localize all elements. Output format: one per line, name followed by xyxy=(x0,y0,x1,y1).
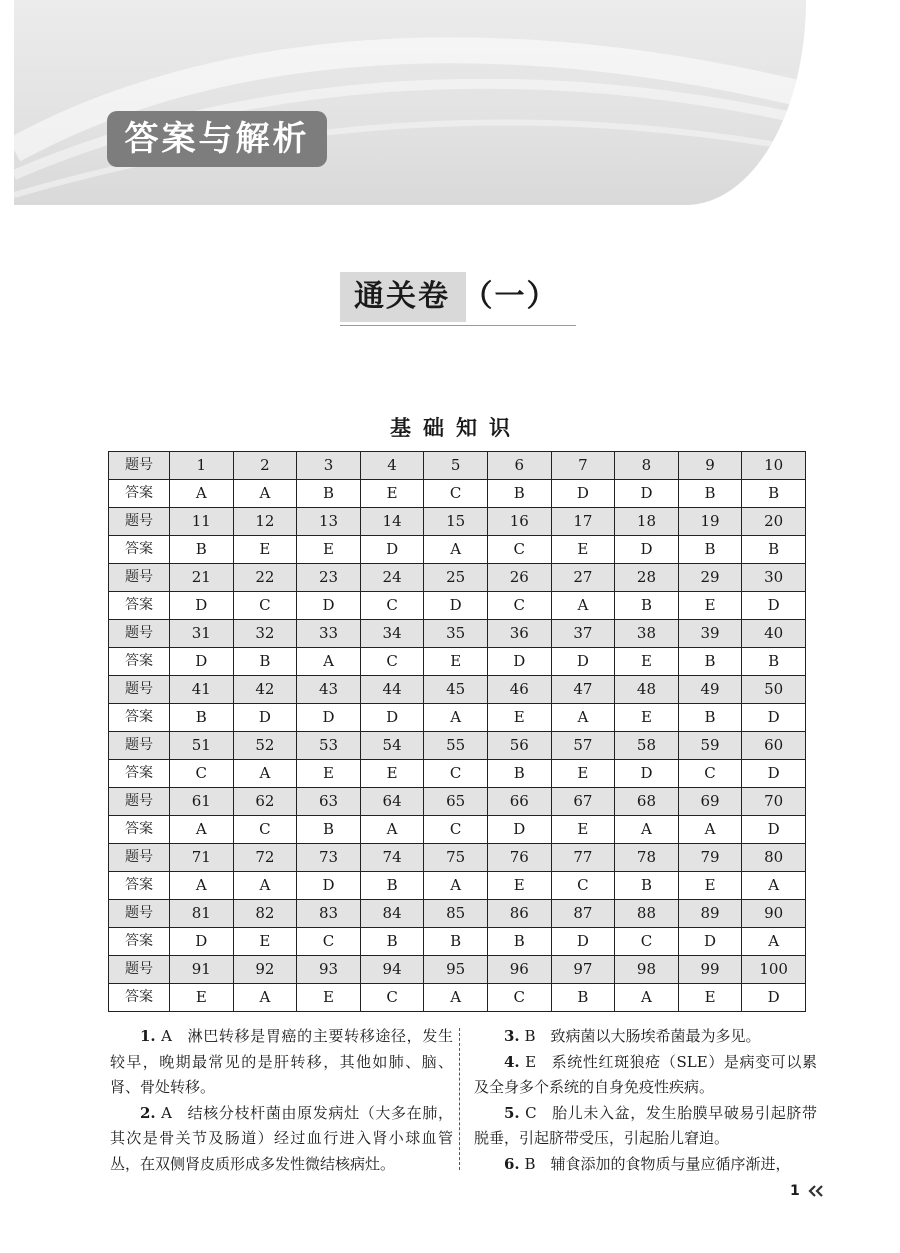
question-number-cell: 88 xyxy=(615,900,679,928)
question-number-cell: 45 xyxy=(424,676,488,704)
answer-cell: A xyxy=(551,704,615,732)
answer-label-cell: 答案 xyxy=(109,536,170,564)
answer-cell: D xyxy=(742,592,806,620)
answer-cell: D xyxy=(742,760,806,788)
answer-cell: A xyxy=(424,872,488,900)
answer-cell: C xyxy=(424,480,488,508)
question-number-cell: 90 xyxy=(742,900,806,928)
answer-cell: B xyxy=(297,480,361,508)
question-number-cell: 70 xyxy=(742,788,806,816)
question-number-cell: 24 xyxy=(360,564,424,592)
answer-cell: B xyxy=(678,480,742,508)
question-number-cell: 65 xyxy=(424,788,488,816)
question-number-cell: 13 xyxy=(297,508,361,536)
question-number-cell: 6 xyxy=(487,452,551,480)
question-number-cell: 78 xyxy=(615,844,679,872)
explanation-number: 1. xyxy=(140,1027,156,1045)
question-number-row xyxy=(109,844,806,872)
answer-cell: D xyxy=(170,592,234,620)
answer-row xyxy=(109,648,806,676)
explanation-item xyxy=(110,1101,453,1178)
question-label-cell: 题号 xyxy=(109,620,170,648)
question-number-cell: 30 xyxy=(742,564,806,592)
answer-cell: E xyxy=(170,984,234,1012)
question-number-row xyxy=(109,620,806,648)
question-number-cell: 49 xyxy=(678,676,742,704)
question-number-cell: 83 xyxy=(297,900,361,928)
answer-cell: B xyxy=(678,648,742,676)
answer-cell: A xyxy=(615,984,679,1012)
question-number-cell: 43 xyxy=(297,676,361,704)
answer-label-cell: 答案 xyxy=(109,816,170,844)
answer-cell: B xyxy=(551,984,615,1012)
answer-cell: C xyxy=(360,592,424,620)
answer-cell: B xyxy=(678,704,742,732)
question-number-cell: 12 xyxy=(233,508,297,536)
answer-label-cell: 答案 xyxy=(109,872,170,900)
answer-cell: E xyxy=(424,648,488,676)
question-number-cell: 41 xyxy=(170,676,234,704)
question-label-cell: 题号 xyxy=(109,900,170,928)
question-number-cell: 11 xyxy=(170,508,234,536)
question-number-cell: 21 xyxy=(170,564,234,592)
answer-cell: E xyxy=(297,760,361,788)
answer-cell: D xyxy=(487,648,551,676)
answer-cell: B xyxy=(360,928,424,956)
answer-cell: B xyxy=(742,536,806,564)
question-label-cell: 题号 xyxy=(109,564,170,592)
explanation-number: 6. xyxy=(504,1154,520,1173)
question-number-cell: 15 xyxy=(424,508,488,536)
answer-cell: B xyxy=(487,928,551,956)
answer-cell: E xyxy=(615,648,679,676)
answer-cell: D xyxy=(360,704,424,732)
explanation-number: 2. xyxy=(140,1103,156,1122)
explanation-item xyxy=(474,1101,817,1152)
question-number-cell: 28 xyxy=(615,564,679,592)
question-number-cell: 32 xyxy=(233,620,297,648)
question-label-cell: 题号 xyxy=(109,508,170,536)
answer-cell: D xyxy=(615,760,679,788)
question-label-cell: 题号 xyxy=(109,788,170,816)
question-number-cell: 54 xyxy=(360,732,424,760)
section-underline xyxy=(340,325,576,326)
answer-cell: C xyxy=(233,816,297,844)
answer-cell: A xyxy=(233,984,297,1012)
question-number-cell: 4 xyxy=(360,452,424,480)
answer-cell: E xyxy=(297,984,361,1012)
answer-cell: E xyxy=(487,704,551,732)
answer-cell: A xyxy=(233,872,297,900)
answer-cell: A xyxy=(297,648,361,676)
answer-cell: E xyxy=(360,760,424,788)
explanation-text: 淋巴转移是胃癌的主要转移途径，发生较早，晚期最常见的是肝转移，其他如肺、脑、肾、骨处转移。 xyxy=(110,1027,453,1096)
answer-cell: B xyxy=(742,648,806,676)
question-number-cell: 44 xyxy=(360,676,424,704)
answer-cell: C xyxy=(360,984,424,1012)
answer-cell: A xyxy=(742,928,806,956)
question-number-cell: 5 xyxy=(424,452,488,480)
answer-cell: C xyxy=(678,760,742,788)
answer-label-cell: 答案 xyxy=(109,704,170,732)
question-number-cell: 77 xyxy=(551,844,615,872)
answer-cell: E xyxy=(551,816,615,844)
explanation-item xyxy=(474,1050,817,1101)
answer-cell: D xyxy=(551,648,615,676)
question-number-cell: 82 xyxy=(233,900,297,928)
question-number-cell: 8 xyxy=(615,452,679,480)
question-number-cell: 61 xyxy=(170,788,234,816)
answer-cell: E xyxy=(615,704,679,732)
question-number-cell: 1 xyxy=(170,452,234,480)
answer-label-cell: 答案 xyxy=(109,480,170,508)
answer-cell: C xyxy=(615,928,679,956)
answer-cell: E xyxy=(297,536,361,564)
question-number-cell: 92 xyxy=(233,956,297,984)
question-number-cell: 87 xyxy=(551,900,615,928)
answer-cell: C xyxy=(487,536,551,564)
explanation-number: 5. xyxy=(504,1103,520,1122)
question-label-cell: 题号 xyxy=(109,676,170,704)
explanation-number: 3. xyxy=(504,1027,520,1045)
answer-cell: D xyxy=(742,984,806,1012)
question-number-cell: 81 xyxy=(170,900,234,928)
explanation-item xyxy=(110,1024,453,1101)
question-number-cell: 51 xyxy=(170,732,234,760)
question-number-cell: 76 xyxy=(487,844,551,872)
answer-cell: E xyxy=(487,872,551,900)
question-number-cell: 66 xyxy=(487,788,551,816)
question-label-cell: 题号 xyxy=(109,956,170,984)
question-number-row xyxy=(109,732,806,760)
question-number-cell: 26 xyxy=(487,564,551,592)
explanation-text: 致病菌以大肠埃希菌最为多见。 xyxy=(550,1027,761,1045)
question-number-cell: 71 xyxy=(170,844,234,872)
answer-cell: B xyxy=(297,816,361,844)
explanations-right-column xyxy=(474,1024,817,1177)
answer-cell: C xyxy=(360,648,424,676)
answer-cell: D xyxy=(551,928,615,956)
question-number-cell: 48 xyxy=(615,676,679,704)
question-label-cell: 题号 xyxy=(109,452,170,480)
header-swoosh-decoration xyxy=(14,0,806,205)
question-number-cell: 96 xyxy=(487,956,551,984)
question-number-cell: 50 xyxy=(742,676,806,704)
answer-row xyxy=(109,984,806,1012)
answer-cell: B xyxy=(742,480,806,508)
answer-cell: D xyxy=(297,592,361,620)
answer-row xyxy=(109,536,806,564)
answer-cell: D xyxy=(551,480,615,508)
question-number-cell: 72 xyxy=(233,844,297,872)
explanation-answer: B xyxy=(524,1154,536,1173)
answer-cell: B xyxy=(360,872,424,900)
question-number-cell: 34 xyxy=(360,620,424,648)
answer-label-cell: 答案 xyxy=(109,648,170,676)
question-number-cell: 68 xyxy=(615,788,679,816)
question-number-cell: 42 xyxy=(233,676,297,704)
question-number-cell: 35 xyxy=(424,620,488,648)
question-number-cell: 60 xyxy=(742,732,806,760)
answer-row xyxy=(109,760,806,788)
question-number-cell: 25 xyxy=(424,564,488,592)
question-number-cell: 39 xyxy=(678,620,742,648)
explanation-text: 结核分枝杆菌由原发病灶（大多在肺，其次是骨关节及肠道）经过血行进入肾小球血管丛，在双侧肾皮质形成多发性微结核病灶。 xyxy=(110,1103,453,1173)
question-number-cell: 98 xyxy=(615,956,679,984)
question-number-cell: 86 xyxy=(487,900,551,928)
column-divider xyxy=(459,1028,460,1170)
question-number-cell: 2 xyxy=(233,452,297,480)
answer-cell: D xyxy=(424,592,488,620)
answer-cell: D xyxy=(297,704,361,732)
question-number-cell: 91 xyxy=(170,956,234,984)
answer-cell: A xyxy=(170,872,234,900)
question-number-cell: 74 xyxy=(360,844,424,872)
explanation-answer: C xyxy=(525,1103,537,1122)
header-banner xyxy=(14,0,806,205)
question-label-cell: 题号 xyxy=(109,732,170,760)
question-number-cell: 18 xyxy=(615,508,679,536)
answer-cell: C xyxy=(233,592,297,620)
answer-cell: A xyxy=(360,816,424,844)
answer-cell: C xyxy=(487,984,551,1012)
question-number-cell: 57 xyxy=(551,732,615,760)
question-number-cell: 36 xyxy=(487,620,551,648)
answer-cell: A xyxy=(233,480,297,508)
answer-cell: E xyxy=(551,760,615,788)
answer-cell: B xyxy=(170,704,234,732)
answer-cell: A xyxy=(678,816,742,844)
question-number-cell: 17 xyxy=(551,508,615,536)
answer-cell: A xyxy=(742,872,806,900)
question-number-row xyxy=(109,788,806,816)
question-number-cell: 63 xyxy=(297,788,361,816)
answer-cell: B xyxy=(487,480,551,508)
answer-cell: D xyxy=(678,928,742,956)
answer-cell: E xyxy=(233,928,297,956)
question-number-row xyxy=(109,676,806,704)
section-heading xyxy=(340,270,576,326)
answer-cell: B xyxy=(424,928,488,956)
question-number-cell: 99 xyxy=(678,956,742,984)
answer-cell: B xyxy=(170,536,234,564)
question-number-cell: 20 xyxy=(742,508,806,536)
answer-cell: C xyxy=(487,592,551,620)
question-number-row xyxy=(109,452,806,480)
answer-cell: A xyxy=(170,816,234,844)
answer-cell: D xyxy=(297,872,361,900)
question-number-cell: 40 xyxy=(742,620,806,648)
answer-table xyxy=(108,451,806,1012)
question-number-cell: 19 xyxy=(678,508,742,536)
answer-cell: D xyxy=(170,928,234,956)
question-label-cell: 题号 xyxy=(109,844,170,872)
question-number-row xyxy=(109,900,806,928)
answer-row xyxy=(109,480,806,508)
header-title: 答案与解析 xyxy=(107,111,327,167)
question-number-cell: 46 xyxy=(487,676,551,704)
answer-label-cell: 答案 xyxy=(109,592,170,620)
answer-cell: E xyxy=(233,536,297,564)
answer-cell: B xyxy=(233,648,297,676)
question-number-cell: 37 xyxy=(551,620,615,648)
question-number-cell: 62 xyxy=(233,788,297,816)
question-number-cell: 85 xyxy=(424,900,488,928)
answer-label-cell: 答案 xyxy=(109,760,170,788)
question-number-row xyxy=(109,956,806,984)
answer-cell: A xyxy=(424,536,488,564)
answer-cell: C xyxy=(297,928,361,956)
answer-cell: D xyxy=(233,704,297,732)
explanation-text: 辅食添加的食物质与量应循序渐进， xyxy=(550,1154,791,1173)
question-number-cell: 84 xyxy=(360,900,424,928)
answer-cell: C xyxy=(424,816,488,844)
question-number-cell: 56 xyxy=(487,732,551,760)
answer-cell: D xyxy=(615,480,679,508)
question-number-cell: 55 xyxy=(424,732,488,760)
section-title: 通关卷 （一） xyxy=(354,279,559,314)
explanation-item xyxy=(474,1024,817,1050)
question-number-cell: 52 xyxy=(233,732,297,760)
question-number-cell: 94 xyxy=(360,956,424,984)
explanations-left-column xyxy=(110,1024,453,1177)
question-number-row xyxy=(109,564,806,592)
answer-cell: B xyxy=(615,592,679,620)
question-number-cell: 93 xyxy=(297,956,361,984)
question-number-cell: 80 xyxy=(742,844,806,872)
answer-cell: E xyxy=(678,984,742,1012)
question-number-cell: 67 xyxy=(551,788,615,816)
answer-cell: E xyxy=(360,480,424,508)
answer-cell: B xyxy=(678,536,742,564)
answer-cell: A xyxy=(615,816,679,844)
answer-cell: D xyxy=(487,816,551,844)
answer-cell: D xyxy=(360,536,424,564)
question-number-cell: 79 xyxy=(678,844,742,872)
question-number-cell: 31 xyxy=(170,620,234,648)
question-number-row xyxy=(109,508,806,536)
answer-cell: A xyxy=(233,760,297,788)
answer-row xyxy=(109,816,806,844)
question-number-cell: 29 xyxy=(678,564,742,592)
answer-cell: B xyxy=(615,872,679,900)
answer-cell: A xyxy=(551,592,615,620)
question-number-cell: 100 xyxy=(742,956,806,984)
question-number-cell: 69 xyxy=(678,788,742,816)
question-number-cell: 27 xyxy=(551,564,615,592)
question-number-cell: 10 xyxy=(742,452,806,480)
explanation-answer: A xyxy=(161,1103,172,1122)
question-number-cell: 14 xyxy=(360,508,424,536)
question-number-cell: 58 xyxy=(615,732,679,760)
question-number-cell: 97 xyxy=(551,956,615,984)
answer-cell: D xyxy=(742,704,806,732)
answer-cell: D xyxy=(742,816,806,844)
answer-cell: C xyxy=(424,760,488,788)
answer-label-cell: 答案 xyxy=(109,928,170,956)
explanation-answer: B xyxy=(524,1027,536,1045)
question-number-cell: 47 xyxy=(551,676,615,704)
answer-cell: E xyxy=(678,592,742,620)
question-number-cell: 22 xyxy=(233,564,297,592)
answer-row xyxy=(109,704,806,732)
answer-row xyxy=(109,872,806,900)
question-number-cell: 95 xyxy=(424,956,488,984)
double-chevron-left-icon xyxy=(808,1185,824,1197)
answer-row xyxy=(109,928,806,956)
question-number-cell: 16 xyxy=(487,508,551,536)
question-number-cell: 53 xyxy=(297,732,361,760)
explanation-text: 系统性红斑狼疮（SLE）是病变可以累及全身多个系统的自身免疫性疾病。 xyxy=(474,1052,817,1096)
answer-cell: D xyxy=(170,648,234,676)
answer-cell: C xyxy=(551,872,615,900)
answer-cell: E xyxy=(551,536,615,564)
question-number-cell: 3 xyxy=(297,452,361,480)
question-number-cell: 38 xyxy=(615,620,679,648)
explanation-text: 胎儿未入盆，发生胎膜早破易引起脐带脱垂，引起脐带受压，引起胎儿窘迫。 xyxy=(474,1103,817,1147)
question-number-cell: 64 xyxy=(360,788,424,816)
explanation-answer: A xyxy=(161,1027,172,1045)
question-number-cell: 73 xyxy=(297,844,361,872)
question-number-cell: 89 xyxy=(678,900,742,928)
question-number-cell: 59 xyxy=(678,732,742,760)
answer-cell: D xyxy=(615,536,679,564)
answer-cell: A xyxy=(424,704,488,732)
answer-row xyxy=(109,592,806,620)
answer-cell: B xyxy=(487,760,551,788)
answer-label-cell: 答案 xyxy=(109,984,170,1012)
answer-cell: A xyxy=(170,480,234,508)
question-number-cell: 33 xyxy=(297,620,361,648)
explanation-answer: E xyxy=(525,1052,537,1071)
page-number: 1 xyxy=(790,1183,800,1199)
question-number-cell: 7 xyxy=(551,452,615,480)
question-number-cell: 75 xyxy=(424,844,488,872)
answer-cell: A xyxy=(424,984,488,1012)
explanation-number: 4. xyxy=(504,1052,520,1071)
explanation-item xyxy=(474,1152,817,1178)
table-title: 基础知识 xyxy=(390,416,522,440)
answer-cell: C xyxy=(170,760,234,788)
answer-cell: E xyxy=(678,872,742,900)
question-number-cell: 9 xyxy=(678,452,742,480)
question-number-cell: 23 xyxy=(297,564,361,592)
